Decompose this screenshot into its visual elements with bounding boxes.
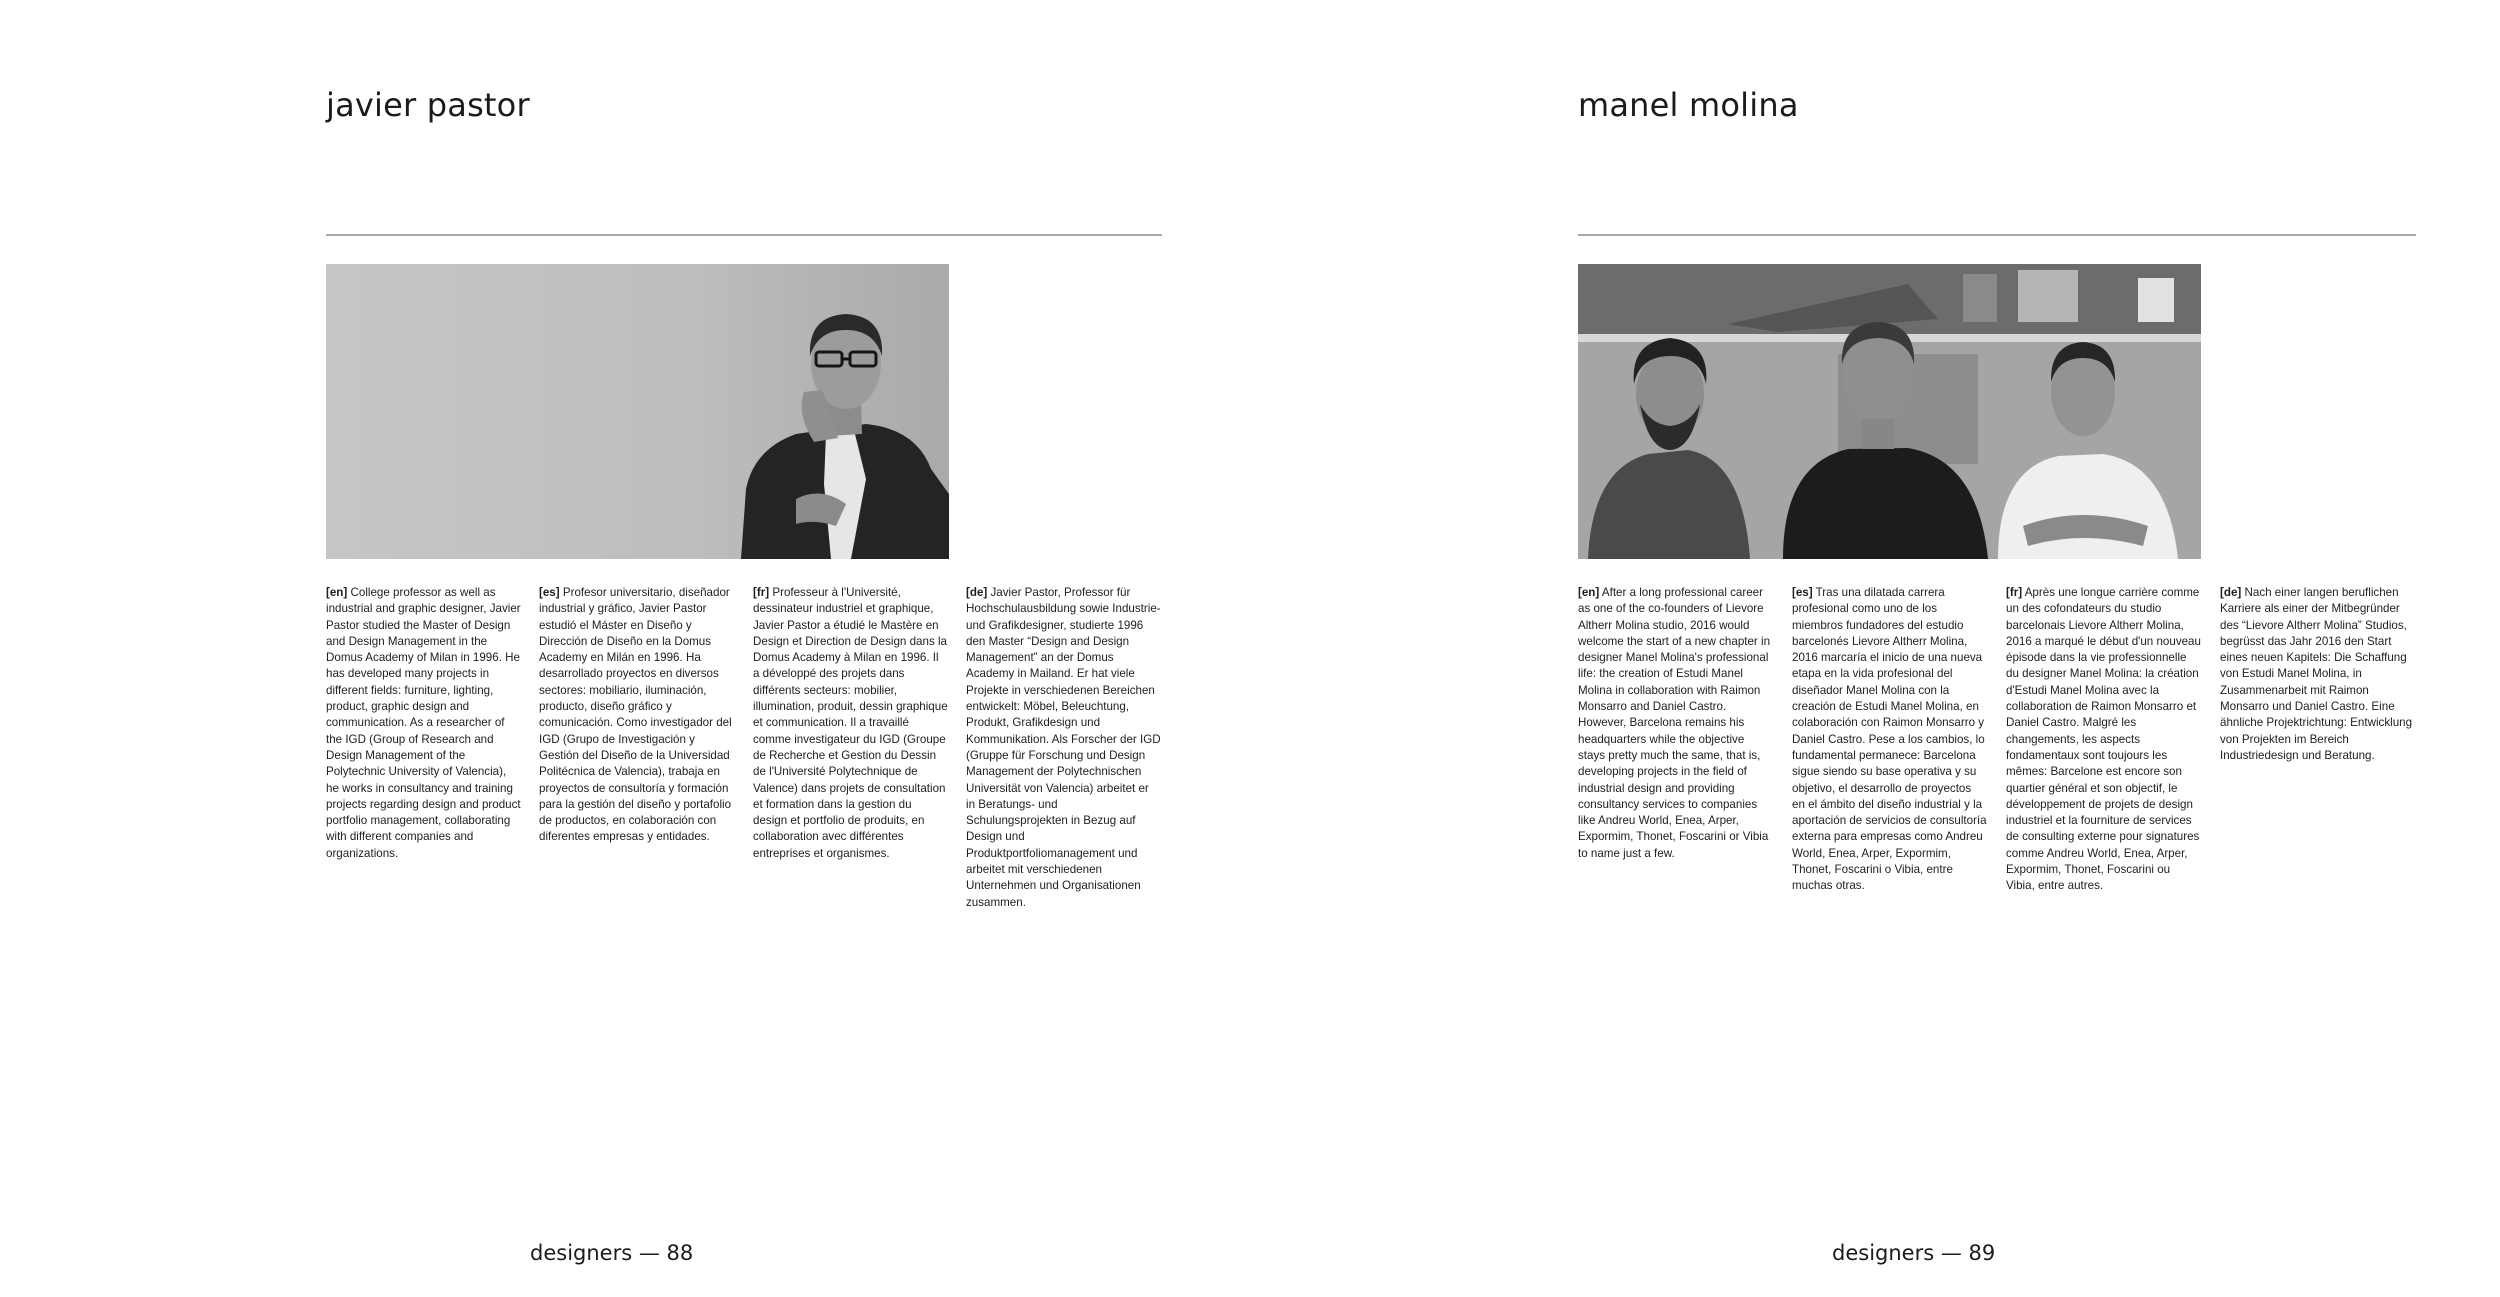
bio-text-es: Profesor universitario, diseñador industrial y gráfico, Javier Pastor estudió el Máster en Diseño y Dirección de Diseño en la Domus Academy en Milán en 1996. Ha desarrollado proyectos en diversos sectores: mobiliario, iluminación, producto, diseño gráfico y comunicación. Como investigador del IGD (Grupo de Investigación y Gestión del Diseño de la Universidad Politécnica de Valencia), trabaja en proyectos de consultoría y formación para la gestión del diseño y portafolio de productos, en colaboración con diferentes empresas y entidades. <box>539 586 732 844</box>
designer-name: manel molina <box>1578 86 1799 124</box>
lang-tag-es: [es] <box>1792 586 1813 599</box>
lang-tag-de: [de] <box>2220 586 2242 599</box>
lang-tag-fr: [fr] <box>2006 586 2023 599</box>
bio-en <box>1578 585 1773 862</box>
bio-es <box>1792 585 1987 895</box>
lang-tag-en: [en] <box>326 586 348 599</box>
lang-tag-de: [de] <box>966 586 988 599</box>
lang-tag-en: [en] <box>1578 586 1600 599</box>
bio-fr <box>2006 585 2201 895</box>
bio-text-de: Javier Pastor, Professor für Hochschulausbildung sowie Industrie- und Grafikdesigner, studierte 1996 den Master “Design and Design Management” an der Domus Academy in Mailand. Er hat viele Projekte in verschiedenen Bereichen entwickelt: Möbel, Beleuchtung, Produkt, Grafikdesign und Kommunikation. Als Forscher der IGD (Gruppe für Forschung und Design Management der Polytechnischen Universität von Valencia) arbeitet er in Beratungs- und Schulungsprojekten in Bezug auf Design und Produktportfoliomanagement und arbeitet mit verschiedenen Unternehmen und Organisationen zusammen. <box>966 586 1161 909</box>
divider-rule <box>326 234 1162 236</box>
bio-text-en: After a long professional career as one of the co-founders of Lievore Altherr Molina studio, 2016 would welcome the start of a new chapter in designer Manel Molina's professional life: the creation of Estudi Manel Molina in collaboration with Raimon Monsarro and Daniel Castro. However, Barcelona remains his headquarters while the objective stays pretty much the same, that is, developing projects in the field of industrial design and providing consultancy services to companies like Andreu World, Enea, Arper, Expormim, Thonet, Foscarini or Vibia to name just a few. <box>1578 586 1771 860</box>
bio-en <box>326 585 521 862</box>
bio-text-fr: Après une longue carrière comme un des cofondateurs du studio barcelonais Lievore Altherr Molina, 2016 a marqué le début d'un nouveau épisode dans la vie professionnelle du designer Manel Molina: la création d'Estudi Manel Molina avec la collaboration de Raimon Monsarro et Daniel Castro. Malgré les changements, les aspects fondamentaux sont toujours les mêmes: Barcelone est encore son quartier général et son objectif, le développement de projets de design industriel et la fourniture de services de consulting externe pour signatures comme Andreu World, Enea, Arper, Expormim, Thonet, Foscarini ou Vibia, entre autres. <box>2006 586 2201 893</box>
bio-de <box>2220 585 2415 764</box>
page-folio: designers — 88 <box>530 1241 694 1265</box>
designer-photo <box>326 264 949 559</box>
bio-de <box>966 585 1161 911</box>
bio-text-de: Nach einer langen beruflichen Karriere als einer der Mitbegründer des “Lievore Altherr Molina” Studios, begrüsst das Jahr 2016 den Start eines neuen Kapitels: Die Schaffung von Estudi Manel Molina, in Zusammenarbeit mit Raimon Monsarro und Daniel Castro. Eine ähnliche Projektrichtung: Entwicklung von Projekten im Bereich Industriedesign und Beratung. <box>2220 586 2413 762</box>
lang-tag-es: [es] <box>539 586 560 599</box>
bio-text-en: College professor as well as industrial and graphic designer, Javier Pastor studied the Master of Design and Design Management in the Domus Academy of Milan in 1996. He has developed many projects in different fields: furniture, lighting, product, graphic design and communication. As a researcher of the IGD (Group of Research and Design Management of the Polytechnic University of Valencia), he works in consultancy and training projects regarding design and product portfolio management, collaborating with different companies and organizations. <box>326 586 521 860</box>
lang-tag-fr: [fr] <box>753 586 770 599</box>
designer-name: javier pastor <box>326 86 530 124</box>
designer-photo <box>1578 264 2201 559</box>
page-right <box>1250 0 2500 1297</box>
bio-fr <box>753 585 948 862</box>
page-folio: designers — 89 <box>1832 1241 1996 1265</box>
bio-text-es: Tras una dilatada carrera profesional como uno de los miembros fundadores del estudio barcelonés Lievore Altherr Molina, 2016 marcaría el inicio de una nueva etapa en la vida profesional del diseñador Manel Molina con la creación de Estudi Manel Molina, en colaboración con Raimon Monsarro y Daniel Castro. Pese a los cambios, lo fundamental permanece: Barcelona sigue siendo su base operativa y su objetivo, el desarrollo de proyectos en el ámbito del diseño industrial y la aportación de servicios de consultoría externa para empresas como Andreu World, Enea, Arper, Expormim, Thonet, Foscarini o Vibia, entre muchas otras. <box>1792 586 1987 893</box>
bio-text-fr: Professeur à l'Université, dessinateur industriel et graphique, Javier Pastor a étudié le Mastère en Design et Direction de Design dans la Domus Academy à Milan en 1996. Il a développé des projets dans différents secteurs: mobilier, illumination, produit, dessin graphique et communication. Il a travaillé comme investigateur du IGD (Groupe de Recherche et Gestion du Dessin de l'Université Polytechnique de Valence) dans projets de consultation et formation dans la gestion du design et portfolio de produits, en collaboration avec différentes entreprises et organismes. <box>753 586 948 860</box>
divider-rule <box>1578 234 2416 236</box>
bio-es <box>539 585 734 846</box>
